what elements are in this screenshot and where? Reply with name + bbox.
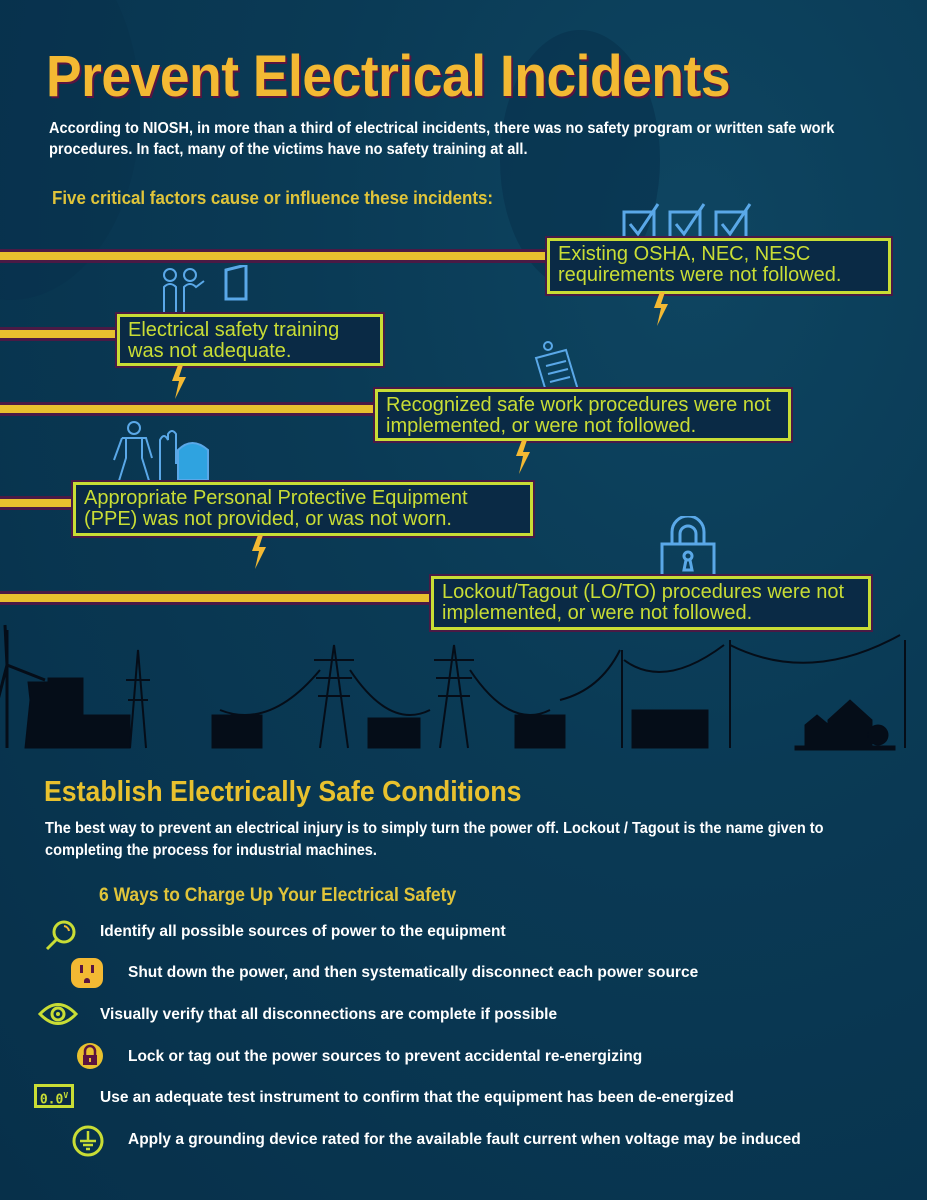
connector-line-2	[0, 330, 120, 338]
ppe-icon	[108, 420, 213, 485]
padlock-icon	[658, 516, 718, 578]
section-body: The best way to prevent an electrical injury is to simply turn the power off. Lockout / Tagout is the name given to completing the process for industrial machines.	[45, 820, 824, 859]
factor-box-procedures	[375, 389, 791, 441]
intro-text: According to NIOSH, in more than a third of electrical incidents, there was no safety program or written safe work procedures. In fact, many of the victims have no safety training at all.	[49, 120, 835, 158]
factor-box-osha	[547, 238, 891, 294]
power-grid-skyline-illustration	[0, 620, 927, 755]
lightning-bolt-icon	[250, 535, 268, 569]
factor-box-ppe	[73, 482, 533, 536]
ways-heading: 6 Ways to Charge Up Your Electrical Safety	[99, 885, 457, 906]
ground-icon	[72, 1125, 104, 1157]
factor-text: Recognized safe work procedures were not implemented, or were not followed.	[386, 394, 771, 437]
meter-unit: V	[63, 1091, 69, 1100]
way-item: Apply a grounding device rated for the available fault current when voltage may be induced	[128, 1131, 801, 1148]
meter-reading: 0.0	[39, 1092, 64, 1108]
way-item: Use an adequate test instrument to confirm that the equipment has been de-energized	[100, 1089, 734, 1106]
way-item: Visually verify that all disconnections are complete if possible	[100, 1006, 558, 1023]
way-item: Identify all possible sources of power to the equipment	[100, 923, 506, 940]
outlet-icon	[70, 957, 104, 989]
connector-line-5	[0, 594, 435, 602]
lightning-bolt-icon	[170, 365, 188, 399]
factor-text: Electrical safety training was not adequate.	[128, 319, 340, 362]
clipboard-icon	[530, 340, 585, 395]
factor-text: Lockout/Tagout (LO/TO) procedures were not implemented, or were not followed.	[442, 581, 845, 624]
checkbox-icon	[620, 198, 765, 240]
factor-text: Appropriate Personal Protective Equipment (PPE) was not provided, or was not worn.	[84, 487, 468, 530]
lightning-bolt-icon	[652, 292, 670, 326]
lock-icon	[76, 1042, 104, 1070]
eye-icon	[38, 1001, 78, 1027]
way-item: Lock or tag out the power sources to prevent accidental re-energizing	[128, 1048, 643, 1065]
magnifier-icon	[44, 918, 78, 952]
connector-line-3	[0, 405, 380, 413]
factor-text: Existing OSHA, NEC, NESC requirements were not followed.	[558, 243, 842, 286]
factors-heading: Five critical factors cause or influence these incidents:	[52, 188, 494, 208]
connector-line-1	[0, 252, 550, 260]
training-icon	[160, 265, 250, 315]
way-item: Shut down the power, and then systematically disconnect each power source	[128, 964, 699, 981]
voltmeter-icon	[34, 1084, 74, 1108]
factor-box-training	[117, 314, 383, 366]
connector-line-4	[0, 499, 80, 507]
page-title: Prevent Electrical Incidents	[46, 44, 731, 109]
section-heading: Establish Electrically Safe Conditions	[44, 776, 522, 808]
lightning-bolt-icon	[514, 440, 532, 474]
